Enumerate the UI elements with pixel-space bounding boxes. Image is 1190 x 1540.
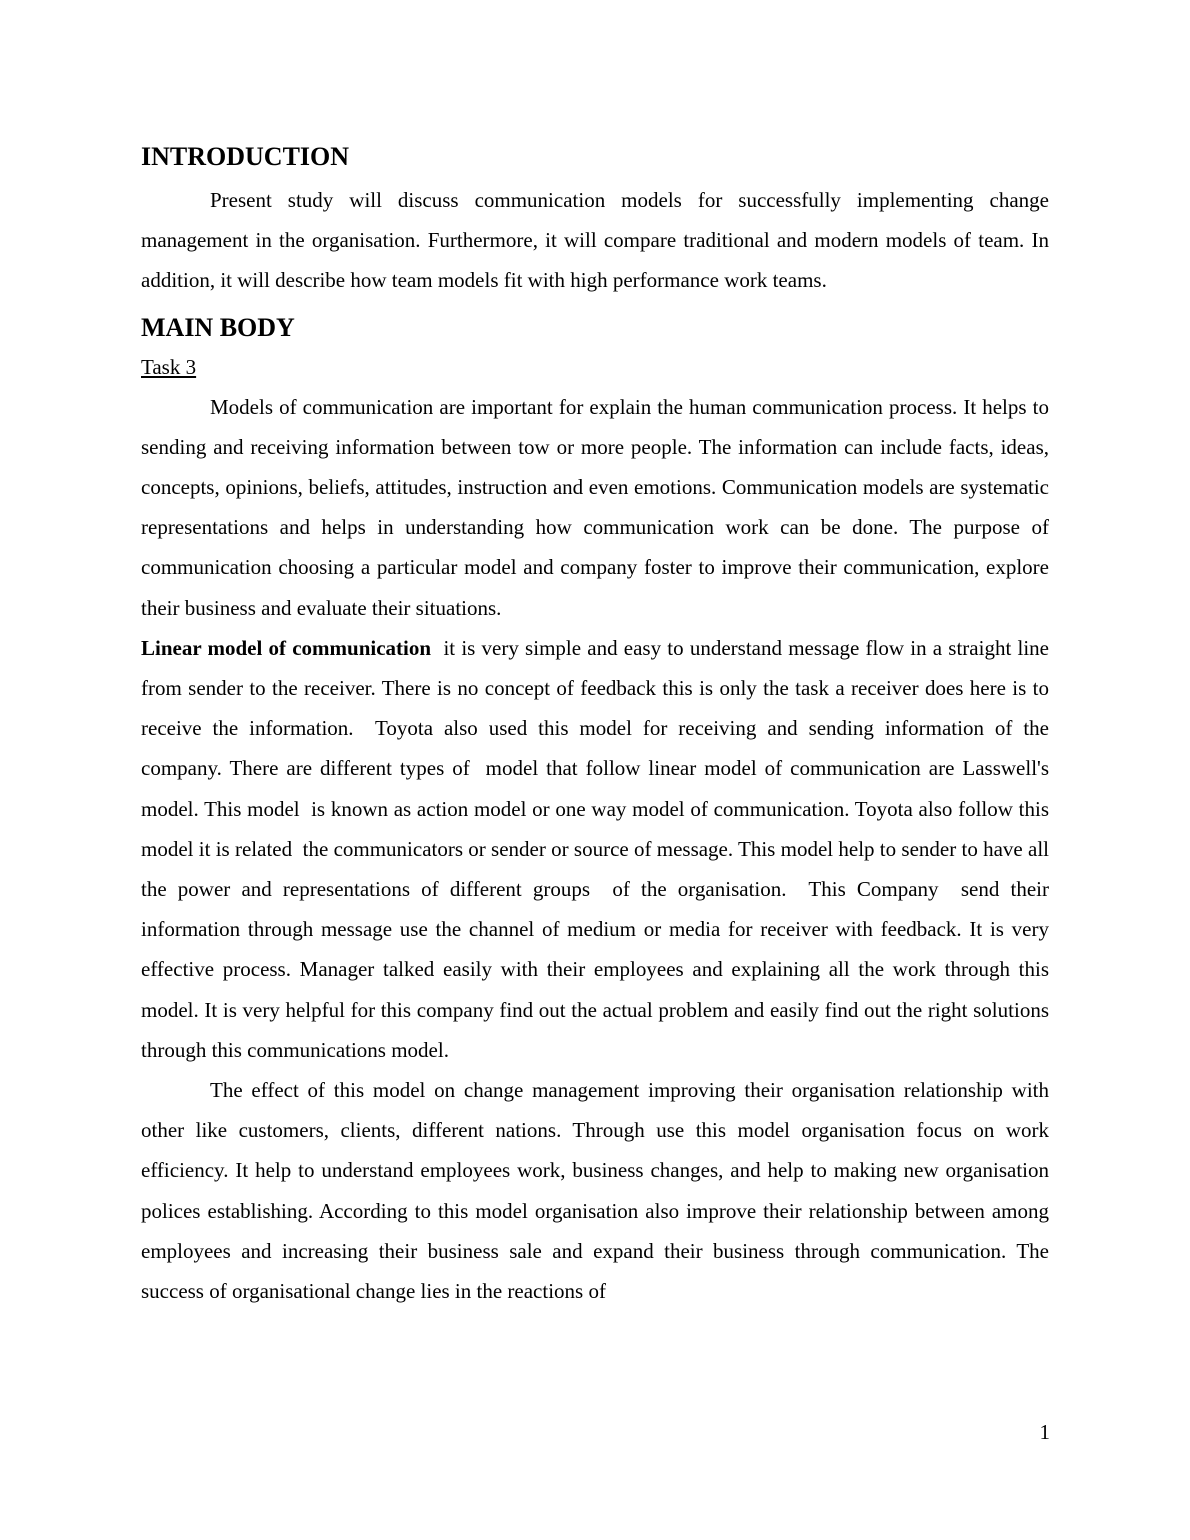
linear-model-text: it is very simple and easy to understand message flow in a straight line from sender to the receiver. There is no concept of feedback this is only the task a receiver does here is to receive the information. Toyota also used this model for receiving and sending information of the company. There are different types of model that follow linear model of communication are Lasswell's model. This model is known as action model or one way model of communication. Toyota also follow this model it is related the communicators or sender or source of message. This model help to sender to have all the power and representations of different groups of the organisation. This Company send their information through message use the channel of medium or media for receiver with feedback. It is very effective process. Manager talked easily with their employees and explaining all the work through this model. It is very helpful for this company find out the actual problem and easily find out the right solutions through this communications model. — [141, 635, 1060, 1062]
linear-model-lead: Linear model of communication — [141, 635, 432, 660]
introduction-paragraph: Present study will discuss communication models for successfully implementing change management in the organisation. Furthermore, it will compare traditional and modern models of team. In addition, it will describe how team models fit with high performance work teams. — [141, 188, 1049, 293]
main-body-heading: MAIN BODY — [141, 312, 295, 342]
page-content — [141, 140, 1060, 1311]
effect-paragraph: The effect of this model on change management improving their organisation relationship with other like customers, clients, different nations. Through use this model organisation focus on work efficiency. It help to understand employees work, business changes, and help to making new organisation polices establishing. According to this model organisation also improve their relationship between among employees and increasing their business sale and expand their business through communication. The success of organisational change lies in the reactions of — [141, 1078, 1049, 1304]
task-3-label: Task 3 — [141, 354, 197, 379]
page-number: 1 — [1039, 1420, 1050, 1444]
linear-model-paragraph — [141, 628, 1060, 1070]
introduction-heading: INTRODUCTION — [141, 142, 350, 171]
models-paragraph: Models of communication are important for explain the human communication process. It helps to sending and receiving information between tow or more people. The information can include facts, ideas, concepts, opinions, beliefs, attitudes, instruction and even emotions. Communication models are systematic representations and helps in understanding how communication work can be done. The purpose of communication choosing a particular model and company foster to improve their communication, explore their business and evaluate their situations. — [141, 394, 1049, 620]
